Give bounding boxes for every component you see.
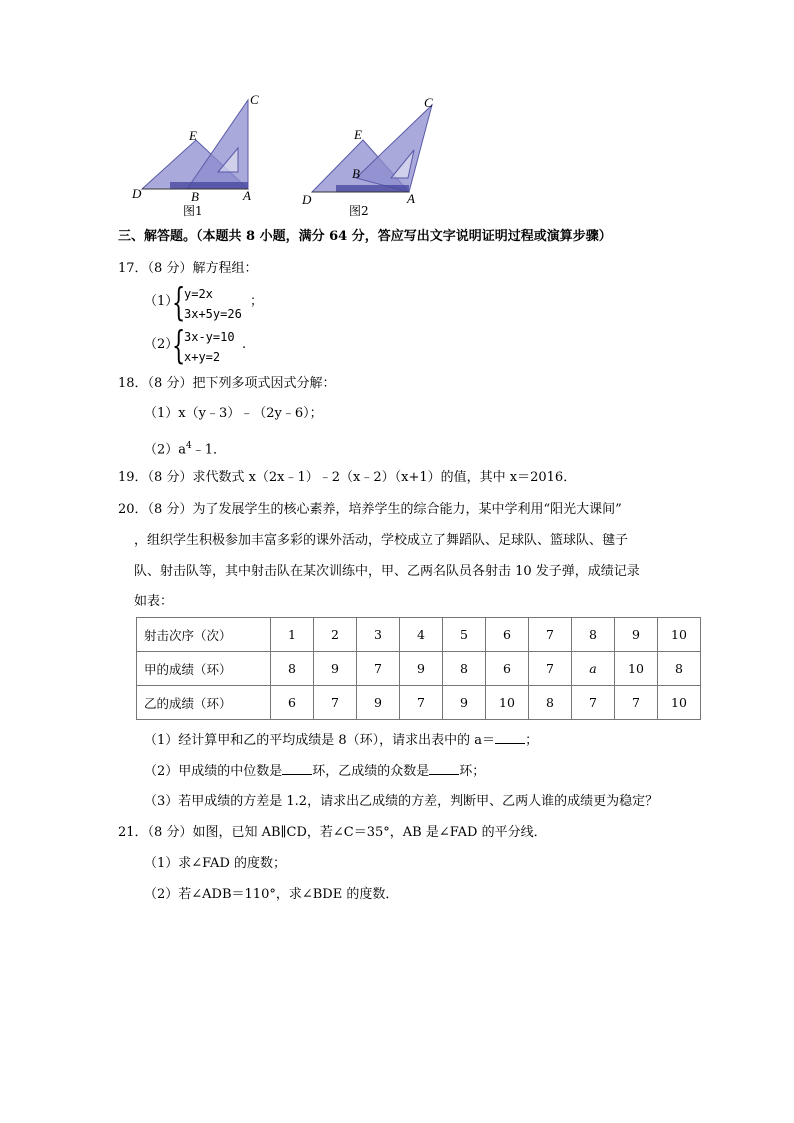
equation: y=2x: [184, 287, 213, 301]
table-cell: 3: [357, 618, 400, 652]
table-cell: 8: [658, 652, 701, 686]
q20-part2-text: （2）甲成绩的中位数是: [144, 764, 283, 779]
q20-part3: （3）若甲成绩的方差是 1.2，请求出乙成绩的方差，判断甲、乙两人谁的成绩更为稳定？: [144, 794, 659, 809]
label-a: A: [243, 188, 251, 203]
q18-part2-base: （2）a: [144, 442, 187, 458]
equation: 3x+5y=26: [184, 307, 242, 321]
q21-part1: （1）求∠FAD 的度数；: [144, 856, 286, 871]
table-row: [137, 618, 701, 652]
figure-2: [296, 90, 446, 220]
label-d: D: [302, 192, 312, 207]
table-cell: 4: [400, 618, 443, 652]
table-cell: 7: [400, 686, 443, 720]
figure-caption: 图1: [183, 204, 203, 218]
label-a: A: [407, 191, 415, 206]
q17-part1-system: [184, 284, 242, 324]
table-cell: 5: [443, 618, 486, 652]
q18-part2: [144, 437, 226, 459]
ruler-scale: [170, 182, 248, 189]
table-cell: 6: [486, 618, 529, 652]
q21-part2: （2）若∠ADB＝110°，求∠BDE 的度数．: [144, 887, 399, 902]
table-cell: 8: [572, 618, 615, 652]
q20-part2-text: 环；: [459, 764, 486, 779]
table-cell: 8: [271, 652, 314, 686]
q18-part2-rest: ﹣1．: [191, 442, 227, 458]
q20-part1-end: ；: [525, 733, 539, 748]
label-e: E: [354, 127, 362, 142]
score-table: [136, 617, 701, 720]
table-cell: 8: [529, 686, 572, 720]
table-cell: 6: [486, 652, 529, 686]
q20-part1: [144, 731, 538, 750]
table-row: [137, 652, 701, 686]
q18-stem: 18．（8 分）把下列多项式因式分解：: [118, 376, 336, 391]
table-cell: 9: [400, 652, 443, 686]
q20-part1-text: （1）经计算甲和乙的平均成绩是 8（环），请求出表中的 a＝: [144, 733, 496, 748]
table-cell: 10: [658, 618, 701, 652]
q20-part2-text: 环，乙成绩的众数是: [312, 764, 430, 779]
table-cell: 6: [271, 686, 314, 720]
label-c: C: [250, 92, 259, 107]
table-cell: a: [572, 652, 615, 686]
q18-part2-exponent: 4: [186, 441, 192, 451]
figure-1: [130, 90, 280, 220]
q20-part2: [144, 762, 485, 781]
table-row: [137, 686, 701, 720]
table-cell: 7: [529, 618, 572, 652]
q20-line-3: 队、射击队等，其中射击队在某次训练中，甲、乙两名队员各射击 10 发子弹，成绩记录: [134, 564, 640, 579]
table-cell: 9: [443, 686, 486, 720]
table-cell: 7: [572, 686, 615, 720]
table-cell: 1: [271, 618, 314, 652]
q20-line-2: ，组织学生积极参加丰富多彩的课外活动，学校成立了舞蹈队、足球队、篮球队、毽子: [134, 533, 629, 548]
table-cell: 10: [486, 686, 529, 720]
row-header: 乙的成绩（环）: [137, 686, 271, 720]
label-b: B: [191, 189, 199, 204]
figure-caption: 图2: [349, 204, 369, 218]
label-e: E: [189, 128, 197, 143]
q17-part2-end: .: [242, 337, 247, 352]
q19-text: 19．（8 分）求代数式 x（2x﹣1）﹣2（x﹣2）（x+1）的值，其中 x＝2016．: [118, 470, 577, 485]
label-d: D: [132, 186, 142, 201]
table-cell: 7: [314, 686, 357, 720]
table-cell: 9: [615, 618, 658, 652]
row-header: 甲的成绩（环）: [137, 652, 271, 686]
table-cell: 10: [615, 652, 658, 686]
table-cell: 9: [357, 686, 400, 720]
table-cell: 7: [615, 686, 658, 720]
q17-part1-label: （1）: [144, 294, 179, 309]
q20-line-1: 20．（8 分）为了发展学生的核心素养，培养学生的综合能力，某中学利用“阳光大课间”: [118, 502, 622, 517]
q20-line-4: 如表：: [134, 594, 174, 609]
q17-stem: 17．（8 分）解方程组：: [118, 261, 258, 276]
label-b: B: [352, 166, 360, 181]
table-cell: 8: [443, 652, 486, 686]
table-cell: 7: [357, 652, 400, 686]
q21-stem: 21．（8 分）如图，已知 AB∥CD，若∠C＝35°，AB 是∠FAD 的平分线．: [118, 825, 547, 840]
label-c: C: [424, 95, 433, 110]
answer-blank: [282, 762, 312, 775]
equation: 3x-y=10: [184, 330, 235, 344]
section-title: 三、解答题。（本题共 8 小题，满分 64 分，答应写出文字说明证明过程或演算步骤）: [118, 229, 612, 244]
answer-blank: [495, 731, 525, 744]
equation: x+y=2: [184, 350, 221, 364]
q18-part1: （1）x（y﹣3）﹣（2y﹣6）；: [144, 406, 323, 421]
q17-part2-brace: {: [172, 323, 186, 367]
q17-part1-end: ；: [250, 294, 264, 309]
table-cell: 2: [314, 618, 357, 652]
q17-part1-brace: {: [172, 280, 186, 324]
q17-part2-label: （2）: [144, 337, 179, 352]
row-header: 射击次序（次）: [137, 618, 271, 652]
table-cell: 9: [314, 652, 357, 686]
table-cell: 7: [529, 652, 572, 686]
table-cell: 10: [658, 686, 701, 720]
q17-part2-system: [184, 327, 235, 367]
answer-blank: [429, 762, 459, 775]
ruler-scale: [336, 185, 409, 192]
